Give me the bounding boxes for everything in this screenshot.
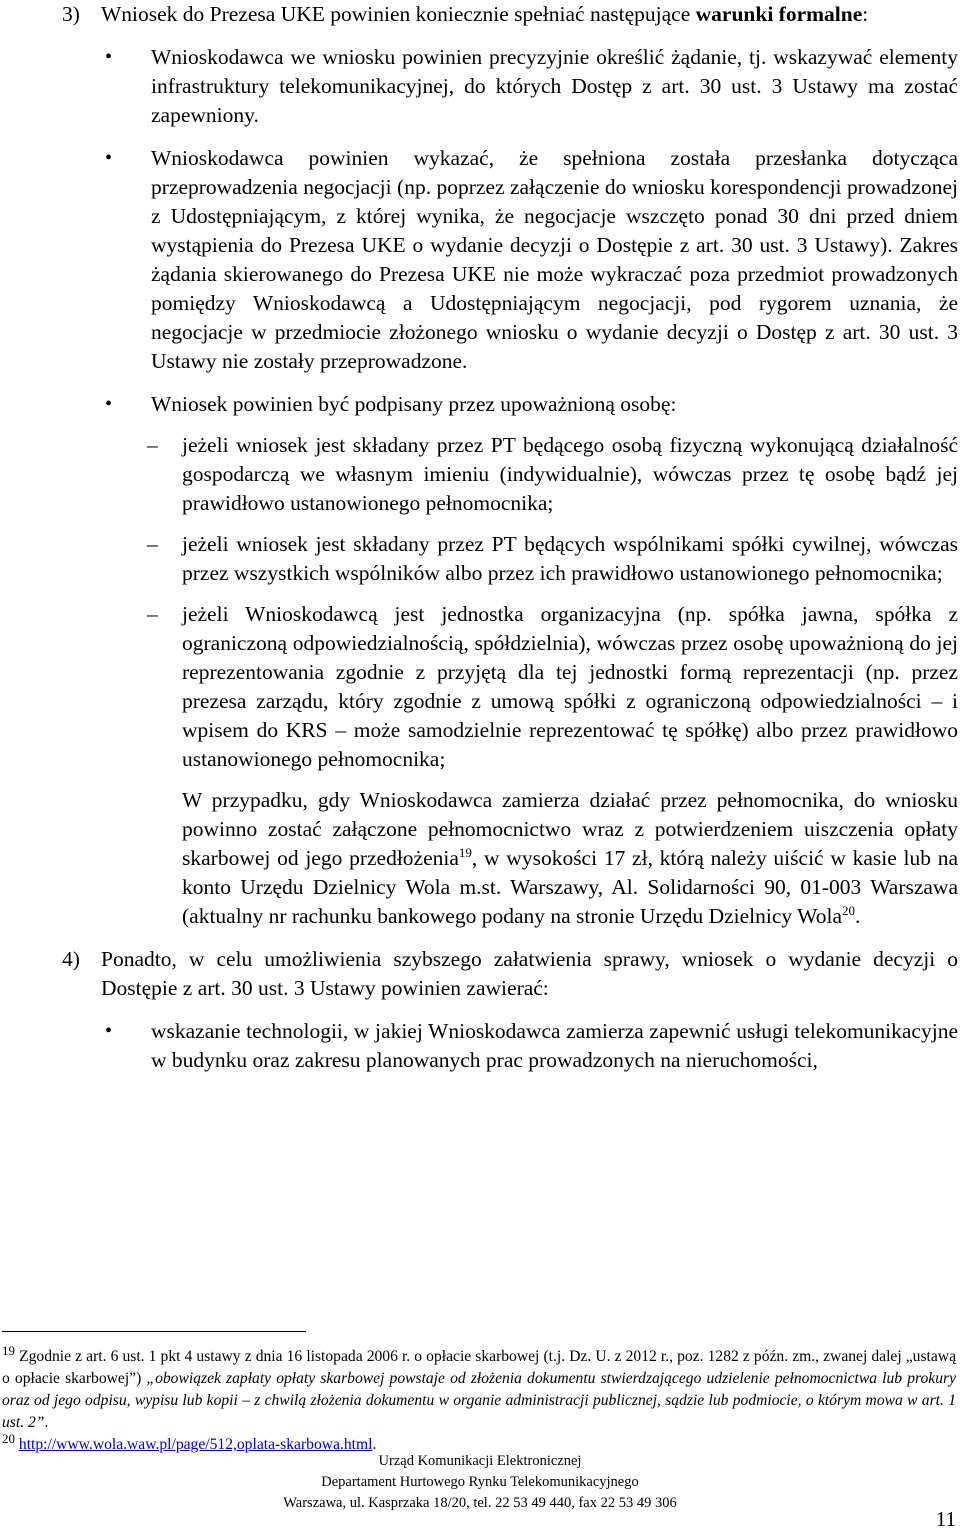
footnote-20: $^{20}$ http://www.wola.waw.pl/page/512,oplata-skarbowa.html. <box>2 1430 377 1453</box>
dash-icon: – <box>147 602 158 626</box>
footnotes <box>2 1342 957 1456</box>
list-item-text: Wnioskodawca powinien wykazać, że spełniona została przesłanka dotycząca przeprowadzenia negocjacji (np. poprzez załączenie do wniosku korespondencji prowadzonej z Udostępniającym, z której wynika, że negocjacje wszczęto ponad 30 dni przed dniem wystąpienia do Prezesa UKE o wydanie decyzji o Dostępie z art. 30 ust. 3 Ustawy). Zakres żądania skierowanego do Prezesa UKE nie może wykraczać poza przedmiot prowadzonych pomiędzy Wnioskodawcą a Udostępniającym negocjacji, pod rygorem uznania, że negocjacje w przedmiocie złożonego wniosku o wydanie decyzji o Dostęp z art. 30 ust. 3 Ustawy nie zostały przeprowadzone. <box>151 146 958 373</box>
dash-item-text: jeżeli wniosek jest składany przez PT będącego osobą fizyczną wykonującą działalność gospodarczą we własnym imieniu (indywidualnie), wówczas przez tę osobę bądź jej prawidłowo ustanowionego pełnomocnika; <box>182 433 958 515</box>
page-number: 11 <box>935 1507 956 1531</box>
footer-line: Warszawa, ul. Kasprzaka 18/20, tel. 22 53 49 440, fax 22 53 49 306 <box>283 1495 677 1511</box>
bullet-icon: • <box>105 1020 113 1042</box>
list-item-text: wskazanie technologii, w jakiej Wnioskodawca zamierza zapewnić usługi telekomunikacyjne w budynku oraz zakresu planowanych prac prowadzonych na nieruchomości, <box>151 1019 958 1072</box>
list-item-text: Wniosek powinien być podpisany przez upoważnioną osobę: <box>151 392 677 416</box>
dash-item-text: jeżeli Wnioskodawcą jest jednostka organizacyjna (np. spółka jawna, spółka z ograniczoną odpowiedzialnością, spółdzielnia), wówczas przez osobę upoważnioną do jej reprezentowania zgodnie z przyjętą dla tej jednostki formą reprezentacji (np. przez prezesa zarządu, który zgodnie z umową spółki z ograniczoną odpowiedzialności – i wpisem do KRS – może samodzielnie reprezentować tę spółkę) albo przez prawidłowo ustanowionego pełnomocnika; <box>182 602 958 771</box>
list-item <box>105 390 958 419</box>
section-number: 4) <box>62 947 80 971</box>
list-item <box>105 1017 958 1075</box>
proxy-paragraph: W przypadku, gdy Wnioskodawca zamierza działać przez pełnomocnika, do wniosku powinno zostać załączone pełnomocnictwo wraz z potwierdzeniem uiszczenia opłaty skarbowej od jego przedłożenia$^{19}$, w wysokości 17 zł, którą należy uiścić w kasie lub na konto Urzędu Dzielnicy Wola m.st. Warszawy, Al. Solidarności 90, 01-003 Warszawa (aktualny nr rachunku bankowego podany na stronie Urzędu Dzielnicy Wola$^{20}$. <box>182 788 959 928</box>
bullet-icon: • <box>105 147 113 169</box>
section-number: 3) <box>62 2 80 26</box>
dash-item <box>147 431 958 518</box>
footnote-ref[interactable]: 20 <box>841 902 855 918</box>
document-body <box>62 0 958 1075</box>
section-4 <box>62 945 958 1003</box>
dash-item <box>147 530 958 588</box>
dash-icon: – <box>147 433 158 457</box>
bold-term: warunki formalne <box>695 2 863 26</box>
section-intro: Ponadto, w celu umożliwienia szybszego załatwienia sprawy, wniosek o wydanie decyzji o Dostępie z art. 30 ust. 3 Ustawy powinien zawierać: <box>101 947 958 1000</box>
dash-icon: – <box>147 532 158 556</box>
footnote-ref[interactable]: 19 <box>458 844 472 860</box>
list-item <box>105 43 958 130</box>
footnote-link[interactable]: http://www.wola.waw.pl/page/512,oplata-skarbowa.html <box>18 1436 373 1453</box>
footer-line: Departament Hurtowego Rynku Telekomunikacyjnego <box>321 1474 639 1490</box>
dash-item <box>147 600 958 774</box>
section-intro: Wniosek do Prezesa UKE powinien koniecznie spełniać następujące warunki formalne: <box>101 2 869 26</box>
footnote-separator <box>2 1331 306 1332</box>
bullet-icon: • <box>105 46 113 68</box>
list-item <box>105 144 958 376</box>
page-footer <box>220 1451 740 1514</box>
section-3 <box>62 0 958 29</box>
bullet-icon: • <box>105 393 113 415</box>
dash-item-text: jeżeli wniosek jest składany przez PT będących wspólnikami spółki cywilnej, wówczas przez wszystkich wspólników albo przez ich prawidłowo ustanowionego pełnomocnika; <box>182 532 958 585</box>
footnote-quote: „obowiązek zapłaty opłaty skarbowej powstaje od złożenia dokumentu stwierdzającego udzielenie pełnomocnictwa lub prokury oraz od jego odpisu, wypisu lub kopii – z chwilą złożenia dokumentu w organie administracji publicznej, sądzie lub podmiocie, o którym mowa w art. 1 ust. 2” <box>2 1370 957 1431</box>
footnote-19: $^{19}$ Zgodnie z art. 6 ust. 1 pkt 4 ustawy z dnia 16 listopada 2006 r. o opłacie skarbowej (t.j. Dz. U. z 2012 r., poz. 1282 z późn. zm., zwanej dalej „ustawą o opłacie skarbowej”) „obowiązek zapłaty opłaty skarbowej powstaje od złożenia dokumentu stwierdzającego udzielenie pełnomocnictwa lub prokury oraz od jego odpisu, wypisu lub kopii – z chwilą złożenia dokumentu w organie administracji publicznej, sądzie lub podmiocie, o którym mowa w art. 1 ust. 2”. <box>2 1342 957 1431</box>
list-item-text: Wnioskodawca we wniosku powinien precyzyjnie określić żądanie, tj. wskazywać elementy infrastruktury telekomunikacyjnej, do których Dostęp z art. 30 ust. 3 Ustawy ma zostać zapewniony. <box>151 45 958 127</box>
footer-line: Urząd Komunikacji Elektronicznej <box>378 1453 582 1469</box>
